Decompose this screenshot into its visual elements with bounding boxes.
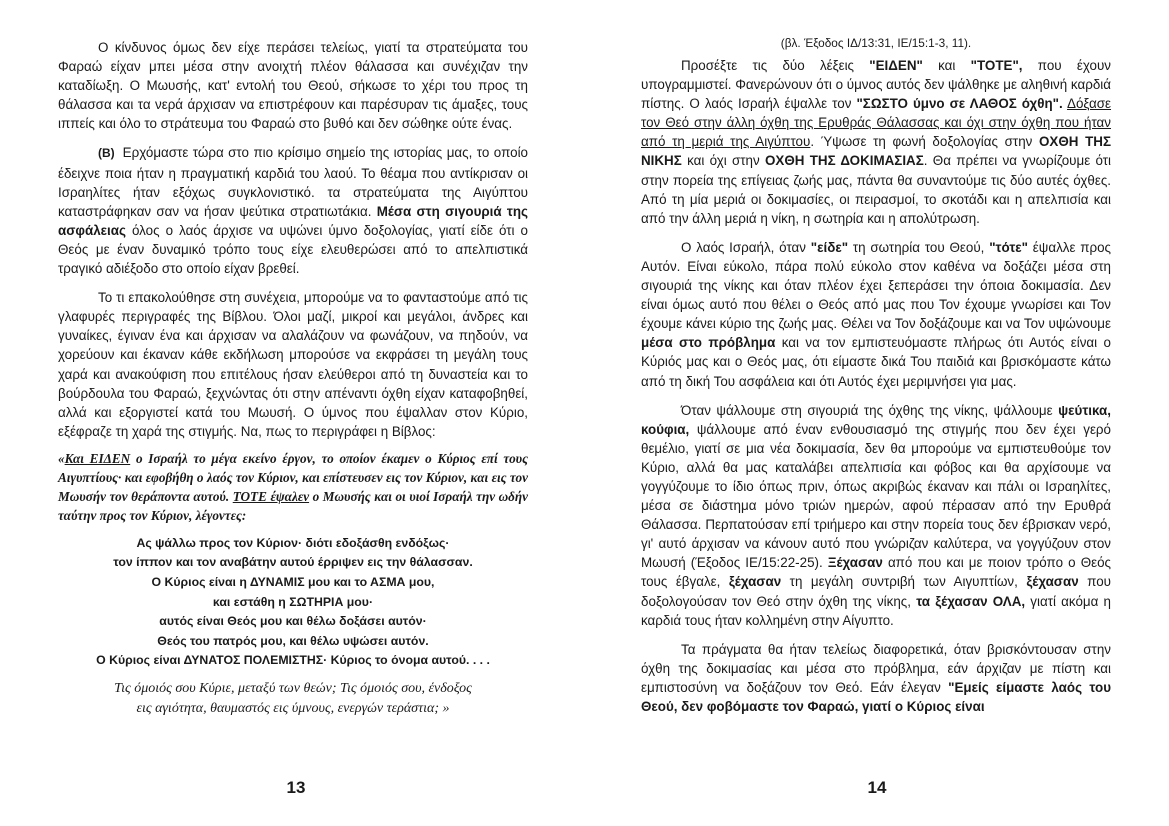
scripture-reference: (βλ. Έξοδος ΙΔ/13:31, ΙΕ/15:1-3, 11). (780, 36, 972, 50)
paragraph: Ο λαός Ισραήλ, όταν "είδε" τη σωτηρία του Θεού, "τότε" έψαλλε προς Αυτόν. Είναι εύκολο, πάρα πολύ εύκολο στον καθένα να δοξάζει μέσα στη σιγουριά της νίκης και όταν πλέον έχει ξεπεράσει την όποια δοκιμασία. Δεν είναι όμως αυτό που θέλει ο Θεός από μας που Τον έχουμε γνωρίσει και Τον έχουμε κάνει κύριο της ζωής μας. Θέλει να Τον δοξάζουμε και να Τον υψώνουμε μέσα στο πρόβλημα και να τον εμπιστευόμαστε πλήρως ότι Αυτός είναι ο Κύριός μας και ο Θεός μας, ότι είμαστε δικά Του παιδιά και βρισκόμαστε κάτω από τη δική Του ασφάλεια και ότι Αυτός έχει μεριμνήσει για μας. (641, 239, 1111, 389)
hymn-verses (58, 534, 528, 671)
paragraph: Ο κίνδυνος όμως δεν είχε περάσει τελείως, γιατί τα στρατεύματα του Φαραώ είχαν μπει μέσα στην ανοιχτή πλέον θάλασσα και συνέχιζαν την καταδίωξη. Ο Μωυσής, κατ' εντολή του Θεού, σήκωσε το χέρι του προς τη θάλασσα και τα νερά άρχισαν να επιστρέφουν και παρέσυραν τις άμαξες, τους ιππείς και όλο το στράτευμα του Φαραώ στο βυθό και δεν σώθηκε ούτε ένας. (58, 40, 528, 132)
hymn-line: αυτός είναι Θεός μου και θέλω δοξάσει αυτόν· (159, 614, 427, 629)
page-number: 13 (286, 778, 306, 797)
hymn-line: τον ίππον και τον αναβάτην αυτού έρριψεν εις την θάλασσαν. (113, 555, 473, 570)
hymn-line: Ο Κύριος είναι ΔΥΝΑΤΟΣ ΠΟΛΕΜΙΣΤΗΣ· Κύριος το όνομα αυτού. . . . (96, 653, 490, 668)
paragraph: Το τι επακολούθησε στη συνέχεια, μπορούμε να το φανταστούμε από τις γλαφυρές περιγραφές της Βίβλου. Όλοι μαζί, μικροί και μεγάλοι, άνδρες και γυναίκες, έγιναν ένα και άρχισαν να αλαλάζουν να φωνάζουν, να πηδούν, να χορεύουν και έκαναν κάθε εκδήλωση μπορούσε να εκφράσει τη μεγάλη τους χαρά και ανακούφιση που επιτέλους ήσαν ελεύθεροι από τη δυναστεία και το βούρδουλα του Φαραώ, ξεχνώντας ότι στην απέναντι όχθη είχαν καταφοβηθεί, αλλά και εξοργιστεί κατά του Μωυσή. Ο ύμνος που έψαλλαν στον Κύριο, εξέφραζε τη χαρά της στιγμής. Να, πως το περιγράφει η Βίβλος: (58, 290, 528, 439)
section-marker: (Β) (98, 146, 115, 161)
hymn-line: Ας ψάλλω προς τον Κύριον· διότι εδοξάσθη ενδόξως· (136, 535, 450, 550)
underlined-sentence: Δόξασε τον Θεό στην άλλη όχθη της Ερυθράς Θάλασσας και όχι στην όχθη που ήταν από τη μεριά της Αιγύπτου (641, 96, 1112, 150)
paragraph: (Β) Ερχόμαστε τώρα στο πιο κρίσιμο σημείο της ιστορίας μας, το οποίο έδειχνε ποια ήταν η πραγματική καρδιά του λαού. Το θέαμα που αντίκρισαν οι Ισραηλίτες ήταν εξόχως συγκλονιστικό. τα στρατεύματα της Αιγύπτου καταστράφηκαν σαν να ήσαν ψεύτικα στρατιωτάκια. Μέσα στη σιγουριά της ασφάλειας όλος ο λαός άρχισε να υψώνει ύμνο δοξολογίας, γιατί είδε ότι ο Θεός με έναν δυναμικό τρόπο τους είχε ελευθερώσει από το απελπιστικά τραγικό αδιέξοδο στο οποίο είχαν βρεθεί. (58, 145, 528, 277)
left-page (58, 0, 528, 719)
hymn-line: και εστάθη η ΣΩΤΗΡΙΑ μου· (212, 594, 374, 609)
paragraph: Τα πράγματα θα ήταν τελείως διαφορετικά, όταν βρισκόντουσαν στην όχθη της δοκιμασίας και μέσα στο πρόβλημα, εάν άρχιζαν με πίστη και εμπιστοσύνη να δοξάζουν τον Θεό. Εάν έλεγαν "Εμείς είμαστε λαός του Θεού, δεν φοβόμαστε τον Φαραώ, γιατί ο Κύριος είναι (641, 641, 1111, 714)
paragraph: Όταν ψάλλουμε στη σιγουριά της όχθης της νίκης, ψάλλουμε ψεύτικα, κούφια, ψάλλουμε από έναν ενθουσιασμό της στιγμής που δεν έχει γερό θεμέλιο, γιατί σε μια νέα δοκιμασία, δεν θα μπορούμε να εμπιστευθούμε τον Κύριο, αλλά θα μας καταλάβει απελπισία και φόβος και θα αρχίσουμε να γογγύζουμε το ίδιο όπως πριν, όπως ακριβώς έκαναν και πάλι οι Ισραηλίτες, μέσα σε διάστημα μόνο τριών ημερών, αφού πέρασαν από την Ερυθρά Θάλασσα. Περπατούσαν επί τριήμερο και στην πορεία τους δεν έβρισκαν νερό, γι' αυτό άρχισαν να κάνουν αυτό που γνώριζαν καλύτερα, να γογγύζουν στον Μωυσή (Έξοδος ΙΕ/15:22-25). Ξέχασαν από που και με ποιον τρόπο ο Θεός τους έβγαλε, ξέχασαν τη μεγάλη συντριβή των Αιγυπτίων, ξέχασαν που δοξολογούσαν τον Θεό στην όχθη της νίκης, τα ξέχασαν ΟΛΑ, γιατί ακόμα η καρδιά τους ήταν κολλημένη στην Αίγυπτο. (641, 402, 1112, 628)
right-page (641, 0, 1111, 716)
scripture-quote: «Και ΕΙΔΕΝ ο Ισραήλ το μέγα εκείνο έργον, το οποίον έκαμεν ο Κύριος επί τους Αιγυπτίους· και εφοβήθη ο λαός τον Κύριον, και επίστευσεν εις τον Κύριον, και εις τον Μωυσήν τον θεράποντα αυτού. ΤΟΤΕ έψαλεν ο Μωυσής και οι υιοί Ισραήλ την ωδήν ταύτην προς τον Κύριον, λέγοντες: (58, 450, 528, 523)
emphasis: Μέσα στη σιγουριά της ασφάλειας (58, 203, 528, 238)
underlined-word: ΤΟΤΕ έψαλεν (232, 488, 310, 504)
page-number: 14 (867, 778, 887, 797)
closing-quote: Τις όμοιός σου Κύριε, μεταξύ των θεών; Τις όμοιός σου, ένδοξος εις αγιότητα, θαυμαστός εις ύμνους, ενεργών τεράστια; » (114, 681, 472, 717)
underlined-word: Και ΕΙΔΕΝ (64, 450, 131, 466)
hymn-line: Θεός του πατρός μου, και θέλω υψώσει αυτόν. (157, 633, 429, 648)
paragraph: Προσέξτε τις δύο λέξεις "ΕΙΔΕΝ" και "ΤΟΤΕ", που έχουν υπογραμμιστεί. Φανερώνουν ότι ο ύμνος αυτός δεν ψάλθηκε με αληθινή καρδιά πίστης. Ο λαός Ισραήλ έψαλλε τον "ΣΩΣΤΟ ύμνο σε ΛΑΘΟΣ όχθη". Δόξασε τον Θεό στην άλλη όχθη της Ερυθράς Θάλασσας και όχι στην όχθη που ήταν από τη μεριά της Αιγύπτου. Ύψωσε τη φωνή δοξολογίας στην ΟΧΘΗ ΤΗΣ ΝΙΚΗΣ και όχι στην ΟΧΘΗ ΤΗΣ ΔΟΚΙΜΑΣΙΑΣ. Θα πρέπει να γνωρίζουμε ότι στην πορεία της επίγειας ζωής μας, πάντα θα συναντούμε τις δύο αυτές όχθες. Από τη μία μεριά οι δοκιμασίες, οι πειρασμοί, το σκοτάδι και η απελπισία και από την άλλη μεριά η νίκη, η σωτηρία και η απολύτρωση. (641, 58, 1112, 226)
hymn-line: Ο Κύριος είναι η ΔΥΝΑΜΙΣ μου και το ΑΣΜΑ μου, (151, 575, 435, 590)
